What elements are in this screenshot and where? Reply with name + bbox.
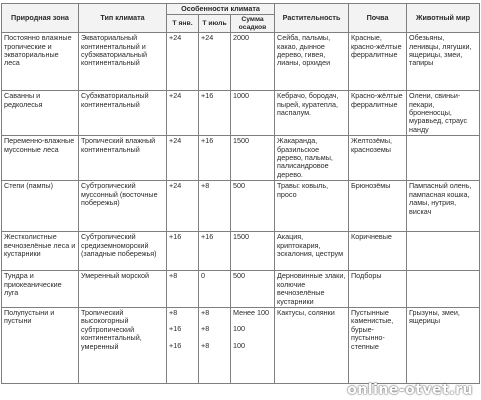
cell-precip-value: 1000 [233, 91, 249, 101]
table-row [2, 136, 480, 181]
cell-precip-value: 500 [233, 181, 245, 191]
cell-climate-type: Тропический высокогорный субтропический континентальный, умеренный [79, 307, 167, 383]
cell-t-jul-value: +24 [201, 33, 214, 43]
cell-t-jul [199, 136, 231, 181]
cell-t-jul [199, 232, 231, 271]
cell-climate-type: Экваториальный континентальный и субэкваториальный континентальный [79, 33, 167, 91]
cell-fauna: Грызуны, змеи, ящерицы [407, 307, 480, 383]
cell-soil: Подборы [349, 271, 407, 308]
cell-t-jul [199, 181, 231, 232]
cell-precip-value: 500 [233, 271, 245, 281]
cell-t-jan [167, 91, 199, 136]
cell-soil: Желтозёмы, красноземы [349, 136, 407, 181]
cell-t-jan [167, 136, 199, 181]
table-row [2, 181, 480, 232]
cell-vegetation: Акация, криптокария, эскалония, цеструм [275, 232, 349, 271]
cell-soil: Пустынные каменистые, бурые-пустынно-степные [349, 307, 407, 383]
cell-t-jan-value: +24 [169, 33, 182, 43]
cell-t-jan-value: +24 [169, 181, 182, 191]
cell-vegetation: Дерновинные злаки, колючие вечнозелёные кустарники [275, 271, 349, 308]
cell-climate-type: Умеренный морской [79, 271, 167, 308]
cell-t-jan [167, 232, 199, 271]
cell-precip [231, 181, 275, 232]
natural-zones-table [1, 3, 480, 384]
table-body [2, 33, 480, 384]
cell-t-jul [199, 33, 231, 91]
cell-t-jan [167, 307, 199, 383]
cell-zone: Степи (пампы) [2, 181, 79, 232]
cell-t-jul [199, 307, 231, 383]
cell-vegetation: Жакаранда, бразильское дерево, пальмы, палисандровое дерево. [275, 136, 349, 181]
cell-precip-value: 2000 [233, 33, 249, 43]
cell-t-jan [167, 271, 199, 308]
cell-t-jan-value: +16 [169, 324, 182, 334]
header-t-jul: Т июль [199, 15, 231, 33]
table-row [2, 91, 480, 136]
cell-t-jan-value: +16 [169, 232, 182, 242]
cell-precip [231, 136, 275, 181]
cell-t-jul-value: 0 [201, 271, 205, 281]
cell-fauna [407, 136, 480, 181]
cell-t-jan-value: +8 [169, 307, 178, 317]
cell-t-jul [199, 91, 231, 136]
header-climate-type: Тип климата [79, 4, 167, 33]
cell-vegetation: Кактусы, солянки [275, 307, 349, 383]
cell-soil: Красно-жёлтые ферралитные [349, 91, 407, 136]
cell-fauna [407, 271, 480, 308]
cell-t-jul-value: +8 [201, 340, 210, 350]
cell-zone: Постоянно влажные тропические и экваториальные леса [2, 33, 79, 91]
cell-soil: Брюнозёмы [349, 181, 407, 232]
cell-climate-type: Субтропический муссонный (восточные побережья) [79, 181, 167, 232]
cell-precip [231, 91, 275, 136]
header-t-jan: Т янв. [167, 15, 199, 33]
cell-fauna [407, 232, 480, 271]
cell-t-jul-value: +16 [201, 91, 214, 101]
table-row [2, 33, 480, 91]
cell-vegetation: Кебрачо, бородач, пырей, куратепла, паспалум. [275, 91, 349, 136]
header-climate-features: Особенности климата [167, 4, 275, 15]
watermark: online-otvet.ru [347, 382, 473, 398]
cell-precip-value: 1500 [233, 232, 249, 242]
cell-precip [231, 33, 275, 91]
cell-fauna: Обезьяны, ленивцы, лягушки, ящерицы, змеи, тапиры [407, 33, 480, 91]
cell-fauna: Пампасный олень, пампасная кошка, ламы, нутрия, вискач [407, 181, 480, 232]
cell-vegetation: Сейба, пальмы, какао, дынное дерево, гивея, лианы, орхидеи [275, 33, 349, 91]
cell-t-jul-value: +8 [201, 324, 210, 334]
cell-t-jul-value: +16 [201, 136, 214, 146]
cell-soil: Коричневые [349, 232, 407, 271]
cell-t-jul-value: +8 [201, 181, 210, 191]
cell-vegetation: Травы: ковыль, просо [275, 181, 349, 232]
cell-t-jul-value: +8 [201, 307, 210, 317]
cell-t-jan-value: +24 [169, 136, 182, 146]
cell-climate-type: Субэкваториальный континентальный [79, 91, 167, 136]
cell-climate-type: Тропический влажный континентальный [79, 136, 167, 181]
header-soil: Почва [349, 4, 407, 33]
cell-t-jan-value: +8 [169, 271, 178, 281]
cell-soil: Красные, красно-жёлтые ферралитные [349, 33, 407, 91]
cell-t-jan-value: +24 [169, 91, 182, 101]
cell-t-jul-value: +16 [201, 232, 214, 242]
header-vegetation: Растительность [275, 4, 349, 33]
cell-precip [231, 232, 275, 271]
header-precip: Сумма осадков [231, 15, 275, 33]
cell-precip-value: 100 [233, 340, 245, 350]
cell-zone: Переменно-влажные муссонные леса [2, 136, 79, 181]
table-row [2, 232, 480, 271]
cell-zone: Саванны и редколесья [2, 91, 79, 136]
cell-t-jan-value: +16 [169, 340, 182, 350]
cell-zone: Жестколистные вечнозелёные леса и кустарники [2, 232, 79, 271]
cell-precip-value: 1500 [233, 136, 249, 146]
cell-climate-type: Субтропический средиземноморский (западные побережья) [79, 232, 167, 271]
cell-precip-value: 100 [233, 324, 245, 334]
cell-t-jan [167, 33, 199, 91]
cell-zone: Тундра и приокеанические луга [2, 271, 79, 308]
cell-t-jan [167, 181, 199, 232]
cell-precip-value: Менее 100 [233, 307, 270, 317]
cell-precip [231, 307, 275, 383]
header-zone: Природная зона [2, 4, 79, 33]
header-fauna: Животный мир [407, 4, 480, 33]
cell-t-jul [199, 271, 231, 308]
table-row [2, 307, 480, 383]
table-row [2, 271, 480, 308]
cell-precip [231, 271, 275, 308]
cell-fauna: Олени, свиньи-пекари, броненосцы, муравьед, страус нанду [407, 91, 480, 136]
cell-zone: Полупустыни и пустыни [2, 307, 79, 383]
